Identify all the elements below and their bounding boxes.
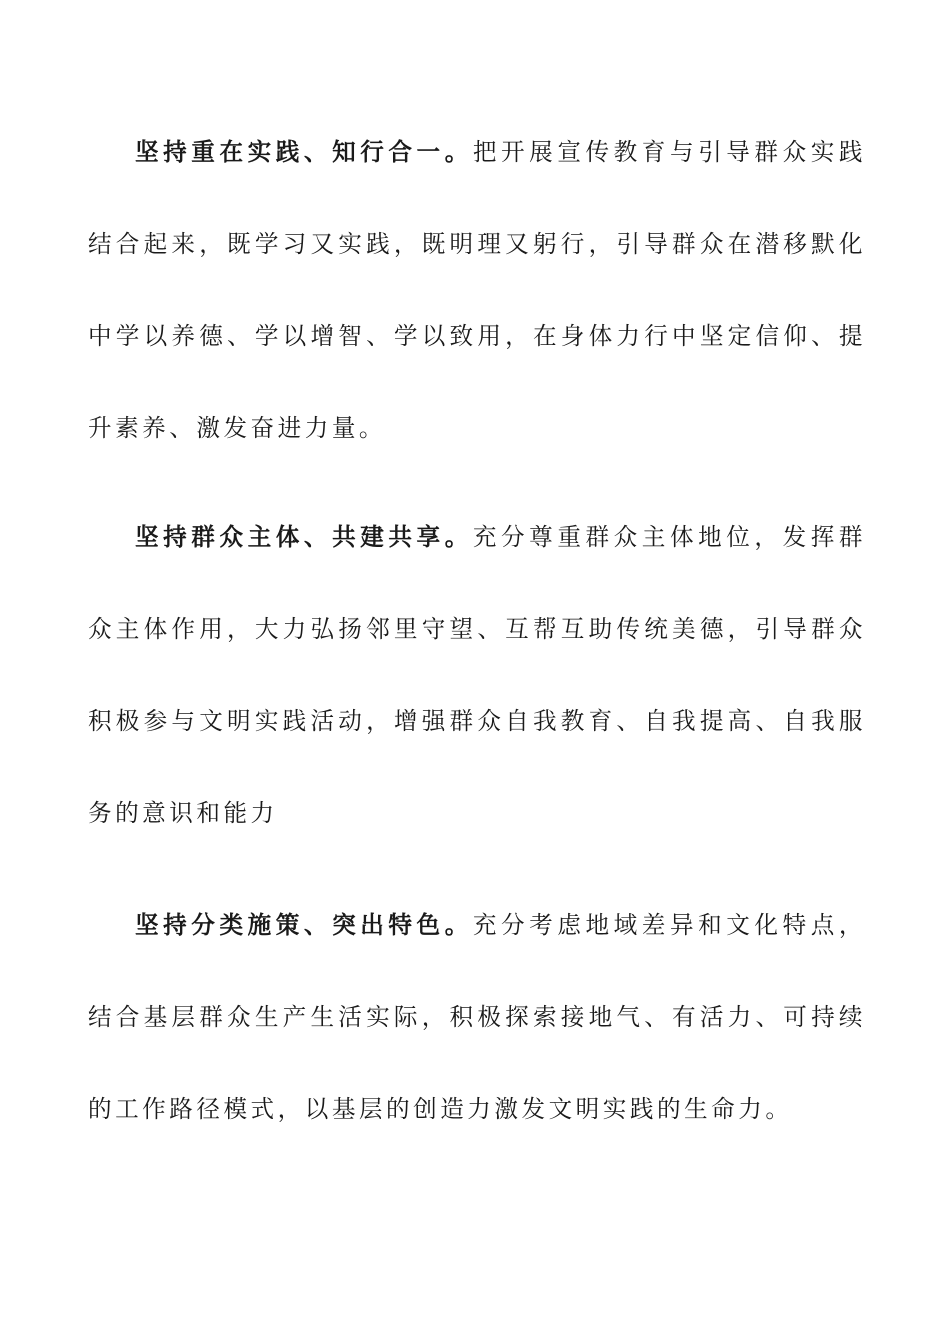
paragraph-heading: 坚持重在实践、知行合一。 <box>135 138 473 166</box>
paragraph-body: 充分尊重群众主体地位，发挥群众主体作用，大力弘扬邻里守望、互帮互助传统美德，引导群众积极参与文明实践活动，增强群众自我教育、自我提高、自我服务的意识和能力 <box>88 523 866 827</box>
paragraph-body: 充分考虑地域差异和文化特点，结合基层群众生产生活实际，积极探索接地气、有活力、可持续的工作路径模式，以基层的创造力激发文明实践的生命力。 <box>88 911 866 1123</box>
paragraph-classified-policy <box>88 879 866 1155</box>
paragraph-heading: 坚持群众主体、共建共享。 <box>135 523 473 551</box>
paragraph-practice <box>88 106 866 474</box>
paragraph-heading: 坚持分类施策、突出特色。 <box>135 911 473 939</box>
paragraph-mass-subject <box>88 491 866 859</box>
paragraph-body: 把开展宣传教育与引导群众实践结合起来，既学习又实践，既明理又躬行，引导群众在潜移默化中学以养德、学以增智、学以致用，在身体力行中坚定信仰、提升素养、激发奋进力量。 <box>88 138 866 442</box>
